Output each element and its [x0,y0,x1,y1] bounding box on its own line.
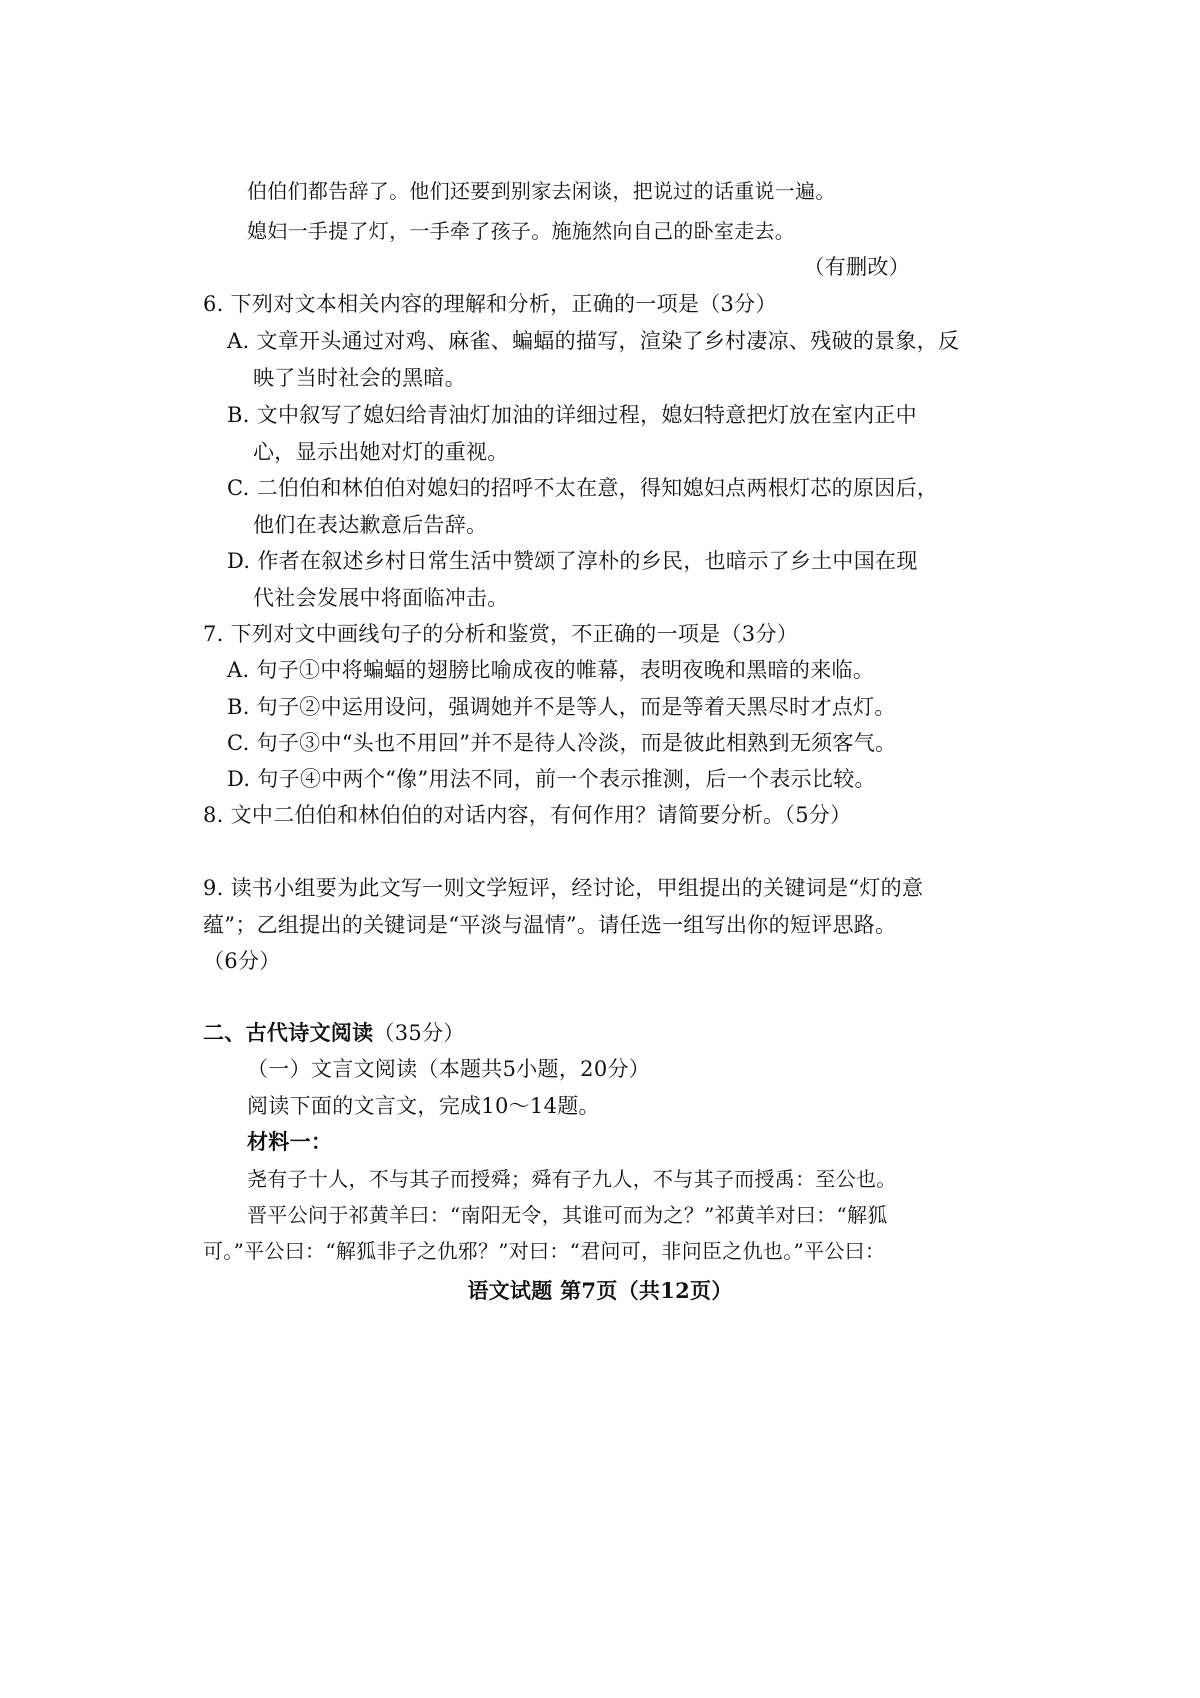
page-footer: 语文试题 第7页（共12页） [467,1278,733,1303]
question-6-option-c: C. 二伯伯和林伯伯对媳妇的招呼不太在意，得知媳妇点两根灯芯的原因后， [227,476,939,500]
question-9-line-2: 蕴”；乙组提出的关键词是“平淡与温情”。请任选一组写出你的短评思路。 [203,913,897,937]
question-7-option-d: D. 句子④中两个“像”用法不同，前一个表示推测，后一个表示比较。 [227,767,876,791]
question-7-option-c: C. 句子③中“头也不用回”并不是待人冷淡，而是彼此相熟到无须客气。 [227,731,897,755]
question-9-score: （6分） [203,949,281,973]
question-7-option-b: B. 句子②中运用设问，强调她并不是等人，而是等着天黑尽时才点灯。 [227,695,896,719]
question-7-stem: 7. 下列对文中画线句子的分析和鉴赏，不正确的一项是（3分） [203,622,799,646]
material-1-line-3: 可。”平公曰：“解狐非子之仇邪？”对曰：“君问可，非问臣之仇也。”平公曰： [203,1239,886,1263]
question-6-option-b-cont: 心，显示出她对灯的重视。 [253,440,509,464]
passage-paragraph-1: 伯伯们都告辞了。他们还要到别家去闲谈，把说过的话重说一遍。 [247,179,836,203]
passage-paragraph-2: 媳妇一手提了灯，一手牵了孩子。施施然向自己的卧室走去。 [247,219,796,243]
material-1-label: 材料一： [247,1129,333,1154]
question-6-option-d-cont: 代社会发展中将面临冲击。 [253,586,509,610]
section-2-instruction: 阅读下面的文言文，完成10～14题。 [247,1094,600,1118]
adaptation-note: （有删改） [803,255,910,279]
question-6-option-a: A. 文章开头通过对鸡、麻雀、蝙蝠的描写，渲染了乡村凄凉、残破的景象，反 [227,329,960,353]
section-2-score: （35分） [373,1021,465,1045]
question-6-stem: 6. 下列对文本相关内容的理解和分析，正确的一项是（3分） [203,292,777,316]
section-2-title: 二、古代诗文阅读 [203,1020,374,1045]
section-2-heading [203,1018,465,1048]
question-9-line-1: 9. 读书小组要为此文写一则文学短评，经讨论，甲组提出的关键词是“灯的意 [203,876,924,900]
question-6-option-c-cont: 他们在表达歉意后告辞。 [253,513,488,537]
section-2-subheading: （一）文言文阅读（本题共5小题，20分） [247,1057,651,1081]
question-7-option-a: A. 句子①中将蝙蝠的翅膀比喻成夜的帷幕，表明夜晚和黑暗的来临。 [227,658,875,682]
question-6-option-d: D. 作者在叙述乡村日常生活中赞颂了淳朴的乡民，也暗示了乡土中国在现 [227,549,918,573]
material-1-line-2: 晋平公问于祁黄羊曰：“南阳无令，其谁可而为之？”祁黄羊对曰：“解狐 [247,1203,888,1227]
question-6-option-b: B. 文中叙写了媳妇给青油灯加油的详细过程，媳妇特意把灯放在室内正中 [227,403,917,427]
question-6-option-a-cont: 映了当时社会的黑暗。 [253,366,466,390]
question-8-stem: 8. 文中二伯伯和林伯伯的对话内容，有何作用？请简要分析。（5分） [203,803,852,827]
material-1-line-1: 尧有子十人，不与其子而授舜；舜有子九人，不与其子而授禹：至公也。 [247,1167,897,1191]
